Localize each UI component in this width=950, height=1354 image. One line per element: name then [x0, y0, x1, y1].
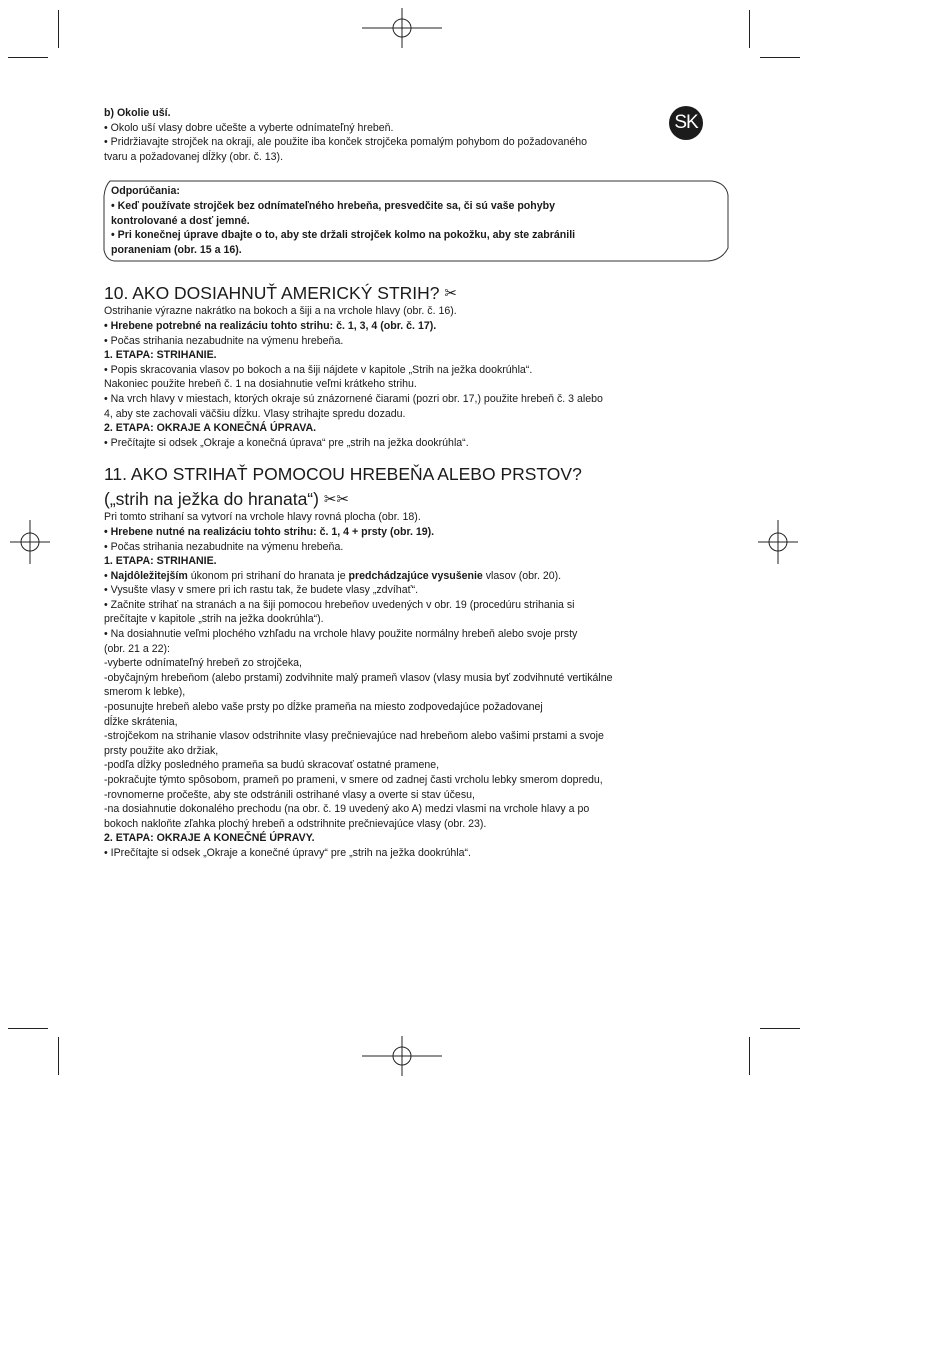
text-line: • Na dosiahnutie veľmi plochého vzhľadu na vrchole hlavy použite normálny hrebeň alebo svoje prsty	[104, 628, 578, 641]
section-b-title: b) Okolie uší.	[104, 107, 171, 119]
text-line: (obr. 21 a 22):	[104, 642, 170, 655]
text-line: • Počas strihania nezabudnite na výmenu hrebeňa.	[104, 540, 344, 553]
crop-mark	[760, 1028, 800, 1029]
scissors-icon: ✂	[444, 285, 457, 303]
text-line: • Okolo uší vlasy dobre učešte a vyberte odnímateľný hrebeň.	[104, 121, 394, 134]
section-10-intro: Ostrihanie výrazne nakrátko na bokoch a šiji a na vrchole hlavy (obr. č. 16).	[104, 305, 457, 318]
section-11-combs: • Hrebene nutné na realizáciu tohto strihu: č. 1, 4 + prsty (obr. 19).	[104, 525, 435, 538]
section-11-heading: 11. AKO STRIHAŤ POMOCOU HREBEŇA ALEBO PRSTOV?	[104, 464, 582, 485]
text-line: 4, aby ste zachovali väčšiu dĺžku. Vlasy strihajte spredu dozadu.	[104, 407, 406, 420]
language-badge: SK	[669, 106, 703, 140]
registration-mark-icon	[362, 1036, 442, 1076]
text-line: • Popis skracovania vlasov po bokoch a na šiji nájdete v kapitole „Strih na ježka dookrúhla“.	[104, 363, 533, 376]
text-line: • Vysušte vlasy v smere pri ich rastu tak, že budete vlasy „zdvíhať“.	[104, 584, 419, 597]
text-line: • Začnite strihať na stranách a na šiji pomocou hrebeňov uvedených v obr. 19 (procedúru strihania si	[104, 598, 575, 611]
crop-mark	[749, 1037, 750, 1075]
text-line: -pokračujte týmto spôsobom, prameň po prameni, v smere od zadnej časti vrcholu lebky smerom dopredu,	[104, 774, 603, 786]
recommendations-box	[102, 180, 736, 262]
section-10-heading: 10. AKO DOSIAHNUŤ AMERICKÝ STRIH? ✂	[104, 283, 457, 304]
text-line: prsty použite ako držiak,	[104, 744, 219, 757]
crop-mark	[58, 10, 59, 48]
text-line: -strojčekom na strihanie vlasov odstrihnite vlasy prečnievajúce nad hrebeňom alebo vašimi prstami a svoje	[104, 730, 604, 743]
text-line: -na dosiahnutie dokonalého prechodu (na obr. č. 19 uvedený ako A) medzi vlasmi na vrchole hlavy a po	[104, 803, 590, 816]
note-line: • Keď používate strojček bez odnímateľného hrebeňa, presvedčite sa, či sú vaše pohyby	[111, 199, 556, 212]
text-line: • IPrečítajte si odsek „Okraje a konečné úpravy“ pre „strih na ježka dookrúhla“.	[104, 846, 472, 859]
text-line: dĺžke skrátenia,	[104, 715, 178, 728]
note-line: poraneniam (obr. 15 a 16).	[111, 243, 242, 256]
text-line: -posunujte hrebeň alebo vaše prsty po dĺžke prameňa na miesto zodpovedajúce požadovanej	[104, 701, 543, 714]
section-11-subheading: („strih na ježka do hranata“) ✂✂	[104, 489, 349, 510]
note-line: • Pri konečnej úprave dbajte o to, aby ste držali strojček kolmo na pokožku, aby ste zabránili	[111, 229, 576, 242]
document-body	[104, 106, 704, 861]
text-line: Nakoniec použite hrebeň č. 1 na dosiahnutie veľmi krátkeho strihu.	[104, 378, 417, 391]
note-title: Odporúčania:	[111, 185, 180, 198]
step-2-title: 2. ETAPA: OKRAJE A KONEČNÉ ÚPRAVY.	[104, 832, 315, 845]
registration-mark-icon	[758, 520, 798, 564]
text-line: -vyberte odnímateľný hrebeň zo strojčeka,	[104, 657, 302, 670]
text-line: prečítajte v kapitole „strih na ježka dookrúhla“).	[104, 613, 324, 626]
text-line: • Prečítajte si odsek „Okraje a konečná úprava“ pre „strih na ježka dookrúhla“.	[104, 436, 469, 449]
text-line: bokoch nakloňte zľahka plochý hrebeň a odstrihnite prečnievajúce vlasy (obr. 23).	[104, 817, 487, 830]
text-line: -obyčajným hrebeňom (alebo prstami) zodvihnite malý prameň vlasov (vlasy musia byť zodvihnuté vertikálne	[104, 671, 613, 684]
step-1-title: 1. ETAPA: STRIHANIE.	[104, 349, 217, 362]
registration-mark-icon	[362, 8, 442, 48]
registration-mark-icon	[10, 520, 50, 564]
text-line: smerom k lebke),	[104, 686, 186, 699]
step-1-title: 1. ETAPA: STRIHANIE.	[104, 555, 217, 568]
section-10-combs: • Hrebene potrebné na realizáciu tohto strihu: č. 1, 3, 4 (obr. č. 17).	[104, 319, 437, 332]
scissors-icon: ✂✂	[323, 491, 349, 509]
text-line: tvaru a požadovanej dĺžky (obr. č. 13).	[104, 150, 284, 163]
crop-mark	[58, 1037, 59, 1075]
text-line: • Počas strihania nezabudnite na výmenu hrebeňa.	[104, 334, 344, 347]
crop-mark	[760, 57, 800, 58]
text-line: • Pridržiavajte strojček na okraji, ale použite iba konček strojčeka pomalým pohybom do požadovaného	[104, 136, 588, 149]
text-line: • Na vrch hlavy v miestach, ktorých okraje sú znázornené čiarami (pozri obr. 17,) použite hrebeň č. 3 alebo	[104, 392, 603, 405]
text-line: • Najdôležitejším úkonom pri strihaní do hranata je predchádzajúce vysušenie vlasov (obr. 20).	[104, 569, 562, 582]
note-line: kontrolované a dosť jemné.	[111, 214, 250, 227]
text-line: -rovnomerne pročešte, aby ste odstránili ostrihané vlasy a overte si stav účesu,	[104, 788, 475, 801]
step-2-title: 2. ETAPA: OKRAJE A KONEČNÁ ÚPRAVA.	[104, 422, 317, 435]
section-11-intro: Pri tomto strihaní sa vytvorí na vrchole hlavy rovná plocha (obr. 18).	[104, 511, 421, 524]
text-line: -podľa dĺžky posledného prameňa sa budú skracovať ostatné pramene,	[104, 759, 440, 772]
crop-mark	[749, 10, 750, 48]
crop-mark	[8, 57, 48, 58]
crop-mark	[8, 1028, 48, 1029]
